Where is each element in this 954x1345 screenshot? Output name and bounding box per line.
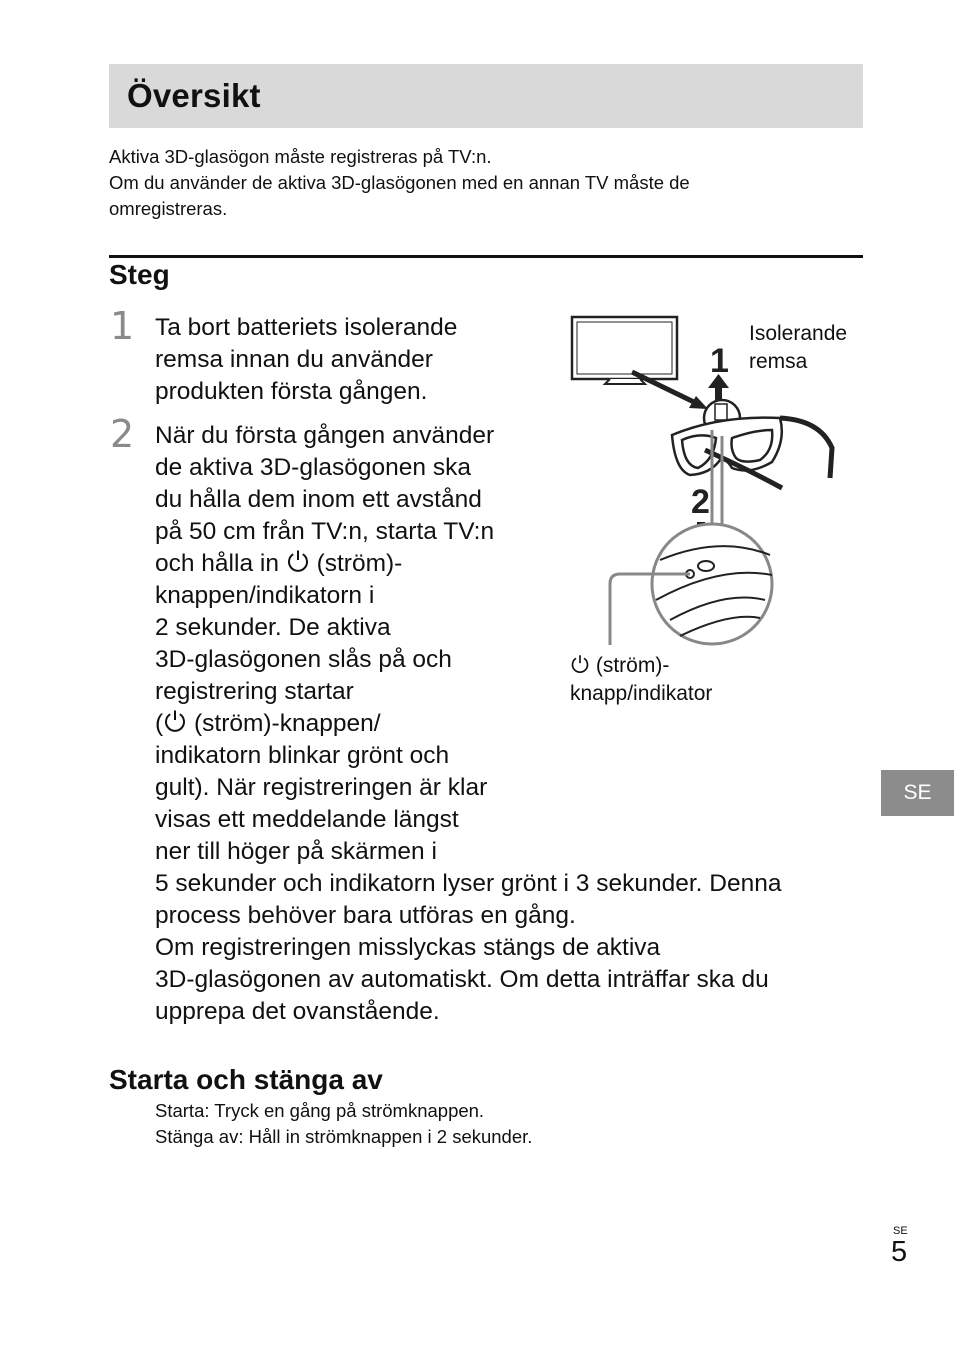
step-2-text-part: och hålla in: [155, 550, 286, 577]
page-number: 5: [891, 1236, 908, 1268]
intro-line: Aktiva 3D-glasögon måste registreras på TV:n.: [109, 146, 492, 167]
onoff-line: Stänga av: Håll in strömknappen i 2 sekunder.: [155, 1126, 533, 1147]
step-2-line: gult). När registreringen är klar: [155, 774, 488, 801]
language-tab: SE: [881, 770, 954, 816]
page-language: SE: [893, 1225, 908, 1237]
onoff-text: [155, 1098, 532, 1150]
power-label: [570, 652, 712, 708]
step-1-line: Ta bort batteriets isolerande: [155, 314, 458, 341]
step-2-line: 3D-glasögonen av automatiskt. Om detta inträffar ska du: [155, 966, 769, 993]
strip-label-line: remsa: [749, 350, 808, 373]
step-number-2: 2: [110, 412, 135, 456]
step-2-line: process behöver bara utföras en gång.: [155, 902, 576, 929]
power-label-line: [570, 652, 712, 680]
step-2-line: registrering startar: [155, 678, 354, 705]
marker-2: 2: [691, 483, 710, 521]
steps-heading: Steg: [109, 259, 170, 290]
glasses-icon: [672, 400, 832, 488]
step-2-line: ner till höger på skärmen i: [155, 838, 437, 865]
step-2-line: de aktiva 3D-glasögonen ska: [155, 454, 471, 481]
intro-text: [109, 144, 869, 222]
zoom-detail-icon: [652, 524, 772, 644]
tv-icon: [572, 317, 677, 384]
step-number-1: 1: [110, 304, 135, 348]
power-icon: [286, 549, 310, 573]
step-2-line: på 50 cm från TV:n, starta TV:n: [155, 518, 495, 545]
step-2-text-part: (ström)-knappen/: [187, 710, 381, 737]
step-2-line: visas ett meddelande längst: [155, 806, 459, 833]
onoff-heading: Starta och stänga av: [109, 1064, 383, 1095]
intro-line: Om du använder de aktiva 3D-glasögonen med en annan TV måste de: [109, 172, 690, 193]
step-1-line: remsa innan du använder: [155, 346, 433, 373]
strip-label-line: Isolerande: [749, 322, 848, 345]
power-label-line: knapp/indikator: [570, 682, 713, 705]
strip-label: [749, 320, 847, 376]
page-title: Översikt: [127, 77, 261, 114]
title-band: [109, 64, 863, 128]
step-2-line: När du första gången använder: [155, 422, 495, 449]
section-rule: [109, 255, 863, 258]
onoff-line: Starta: Tryck en gång på strömknappen.: [155, 1100, 485, 1121]
power-icon: [570, 654, 590, 674]
step-2-line: knappen/indikatorn i: [155, 582, 375, 609]
step-2-line: upprepa det ovanstående.: [155, 998, 440, 1025]
marker-1: 1: [710, 342, 729, 380]
step-1-text: [155, 312, 457, 408]
step-2-text-part: (ström)-: [309, 550, 403, 577]
step-2-line: [155, 708, 782, 740]
intro-line: omregistreras.: [109, 198, 228, 219]
step-2-line: 2 sekunder. De aktiva: [155, 614, 391, 641]
power-icon: [163, 709, 187, 733]
step-2-line: 5 sekunder och indikatorn lyser grönt i 3 sekunder. Denna: [155, 870, 782, 897]
step-2-line: du hålla dem inom ett avstånd: [155, 486, 482, 513]
step-2-line: 3D-glasögonen slås på och: [155, 646, 452, 673]
step-2-line: Om registreringen misslyckas stängs de aktiva: [155, 934, 661, 961]
step-2-text-part: (: [155, 710, 164, 737]
step-2-line: indikatorn blinkar grönt och: [155, 742, 450, 769]
step-1-line: produkten första gången.: [155, 378, 428, 405]
power-label-text: (ström)-: [590, 654, 670, 677]
